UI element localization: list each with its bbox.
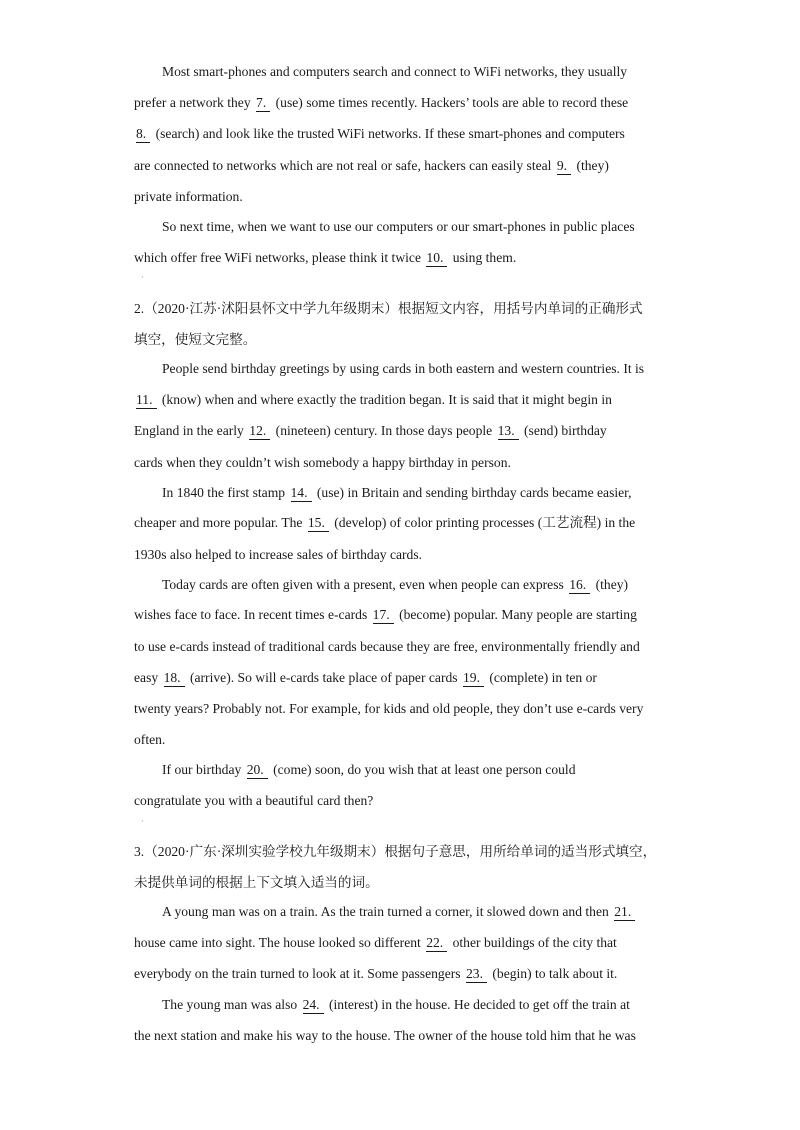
text-line: are connected to networks which are not real or safe, hackers can easily steal 9. (they) — [134, 158, 609, 173]
text-line: to use e-cards instead of traditional cards because they are free, environmentally friendly and — [134, 639, 640, 654]
text-line: A young man was on a train. As the train turned a corner, it slowed down and then 21. — [162, 903, 637, 921]
blank-17[interactable]: 17. — [373, 607, 394, 624]
question-3-header: 3.（2020·广东·深圳实验学校九年级期末）根据句子意思，用所给单词的适当形式填空， — [134, 844, 657, 859]
text-line: People send birthday greetings by using cards in both eastern and western countries. It is — [162, 361, 645, 376]
text-line: In 1840 the first stamp 14. (use) in Britain and sending birthday cards became easier, — [162, 485, 632, 500]
text-line: often. — [134, 732, 166, 747]
text-line: house came into sight. The house looked so different 22. other buildings of the city that — [134, 935, 617, 950]
blank-16[interactable]: 16. — [569, 577, 590, 594]
text-line: easy 18. (arrive). So will e-cards take place of paper cards 19. (complete) in ten or — [134, 670, 597, 685]
blank-19[interactable]: 19. — [463, 670, 484, 687]
blank-15[interactable]: 15. — [308, 515, 329, 532]
text-line: which offer free WiFi networks, please think it twice 10. using them. — [134, 250, 517, 265]
text-line: So next time, when we want to use our computers or our smart-phones in public places — [162, 219, 635, 234]
blank-20[interactable]: 20. — [247, 762, 268, 779]
text-line: The young man was also 24. (interest) in the house. He decided to get off the train at — [162, 997, 630, 1012]
blank-11[interactable]: 11. — [136, 392, 157, 409]
blank-12[interactable]: 12. — [249, 423, 270, 440]
blank-9[interactable]: 9. — [557, 158, 571, 175]
text-line: If our birthday 20. (come) soon, do you wish that at least one person could — [162, 762, 576, 777]
text-line: everybody on the train turned to look at it. Some passengers 23. (begin) to talk about it. — [134, 966, 618, 981]
blank-14[interactable]: 14. — [291, 485, 312, 502]
question-2-header: 2.（2020·江苏·沭阳县怀文中学九年级期末）根据短文内容，用括号内单词的正确形式 — [134, 301, 643, 316]
blank-7[interactable]: 7. — [256, 95, 270, 112]
text-line: prefer a network they 7. (use) some times recently. Hackers’ tools are able to record these — [134, 95, 629, 110]
blank-18[interactable]: 18. — [164, 670, 185, 687]
blank-23[interactable]: 23. — [466, 966, 487, 983]
text-line: 11. (know) when and where exactly the tradition began. It is said that it might begin in — [136, 392, 612, 407]
text-line: wishes face to face. In recent times e-cards 17. (become) popular. Many people are starting — [134, 607, 637, 622]
text-line: congratulate you with a beautiful card then? — [134, 793, 374, 808]
text-line: cheaper and more popular. The 15. (develop) of color printing processes (工艺流程) in the — [134, 515, 636, 530]
text-line: private information. — [134, 189, 243, 204]
paragraph-mark: · — [141, 816, 144, 826]
blank-21[interactable]: 21. — [614, 904, 635, 921]
question-3-header: 未提供单词的根据上下文填入适当的词。 — [134, 875, 379, 890]
text-line: twenty years? Probably not. For example, for kids and old people, they don’t use e-cards very — [134, 701, 644, 716]
paragraph-mark: · — [141, 272, 144, 282]
text-line: Today cards are often given with a present, even when people can express 16. (they) — [162, 577, 629, 592]
text-line: 1930s also helped to increase sales of birthday cards. — [134, 547, 423, 562]
text-line: Most smart-phones and computers search and connect to WiFi networks, they usually — [162, 64, 628, 79]
blank-8[interactable]: 8. — [136, 126, 150, 143]
blank-22[interactable]: 22. — [426, 935, 447, 952]
text-line: the next station and make his way to the house. The owner of the house told him that he was — [134, 1028, 636, 1043]
blank-24[interactable]: 24. — [303, 997, 324, 1014]
question-2-header: 填空，使短文完整。 — [134, 332, 257, 347]
blank-10[interactable]: 10. — [426, 250, 447, 267]
text-line: cards when they couldn’t wish somebody a happy birthday in person. — [134, 455, 511, 470]
text-line: England in the early 12. (nineteen) century. In those days people 13. (send) birthday — [134, 423, 607, 438]
text-line: 8. (search) and look like the trusted WiFi networks. If these smart-phones and computers — [136, 126, 625, 141]
blank-13[interactable]: 13. — [498, 423, 519, 440]
